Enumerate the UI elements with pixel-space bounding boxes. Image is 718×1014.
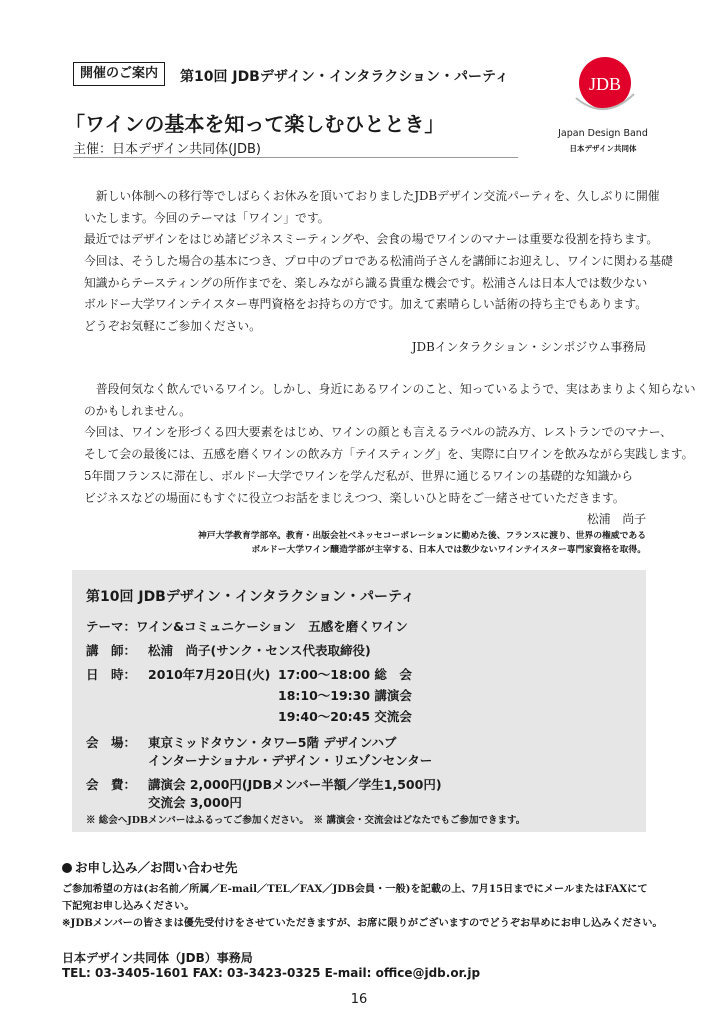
speaker-signature: 松浦 尚子 [587,512,646,526]
jdb-logo-mark [568,50,642,120]
speaker-bio-line: ボルドー大学ワイン醸造学部が主宰する、日本人では数少ないワインテイスター専門家資格を取得。 [251,545,646,555]
intro-line: 新しい体制への移行等でしばらくお休みを頂いておりましたJDBデザイン交流パーティを、久しぶりに開催 [84,189,660,203]
message-line: そして会の最後には、五感を磨くワインの飲み方「テイスティング」を、実際に白ワインを飲みながら実践します。 [84,447,694,461]
intro-signature: JDBインタラクション・シンポジウム事務局 [411,340,646,354]
page-title: 「ワインの基本を知って楽しむひととき」 [65,112,445,136]
event-theme: テーマ：ワイン&コミュニケーション 五感を磨くワイン [86,619,408,634]
header-event-title: 第10回 JDBデザイン・インタラクション・パーティ [180,69,509,85]
intro-line: どうぞお気軽にご参加ください。 [84,319,261,333]
message-line: 普段何気なく飲んでいるワイン。しかし、身近にあるワインのこと、知っているようで、実はあまりよく知らない [84,382,696,396]
contact-heading [62,858,238,876]
organizer-line: 主催：日本デザイン共同体(JDB) [73,142,261,157]
venue-line: 東京ミッドタウン・タワー5階 デザインハブ [148,735,397,750]
venue-label: 会 場： [86,735,137,750]
logo-name: Japan Design Band [558,128,648,139]
intro-line: 今回は、そうした場合の基本につき、プロ中のプロである松浦尚子さんを講師にお迎えし、ワインに関わる基礎 [84,254,673,268]
title-divider [73,157,518,158]
fee-line: 交流会 3,000円 [148,795,242,810]
fee-line: 講演会 2,000円(JDBメンバー半額／学生1,500円) [148,777,442,792]
schedule-item: 19:40～20:45 交流会 [278,709,412,724]
message-line: ビジネスなどの場面にもすぐに役立つお話をまじえつつ、楽しいひと時をご一緒させていただきます。 [84,491,625,505]
section-badge: 開催のご案内 [73,62,165,86]
contact-line: ご参加希望の方は(お名前／所属／E-mail／TEL／FAX／JDB会員・一般)を記載の上、7月15日までにメールまたはFAXにて [62,883,648,895]
message-line: 5年間フランスに滞在し、ボルドー大学でワインを学んだ私が、世界に通じるワインの基礎的な知識から [84,469,634,483]
intro-line: 知識からテースティングの所作までを、楽しみながら識る貴重な機会です。松浦さんは日本人では数少ない [84,276,648,290]
date-label: 日 時： [86,667,137,682]
page-number: 16 [350,992,368,1007]
venue-line: インターナショナル・デザイン・リエゾンセンター [148,753,433,768]
event-note: ※ 総会へJDBメンバーはふるってご参加ください。 ※ 講演会・交流会はどなたでもご参加できます。 [86,815,526,826]
intro-line: いたします。今回のテーマは「ワイン」です。 [84,211,330,225]
logo-subtitle: 日本デザイン共同体 [569,144,637,153]
fee-label: 会 費： [86,777,137,792]
office-name: 日本デザイン共同体（JDB）事務局 [62,951,253,965]
logo-text: JDB [588,74,622,94]
contact-line: ※JDBメンバーの皆さまは優先受付けをさせていただきますが、お席に限りがございますのでどうぞお早めにお申し込みください。 [62,917,663,929]
message-line: のかもしれません。 [84,404,191,418]
contact-heading-text: お申し込み／お問い合わせ先 [75,860,238,875]
schedule-item: 17:00～18:00 総 会 [278,667,412,682]
speaker-label: 講 師： [86,643,137,658]
message-line: 今回は、ワインを形づくる四大要素をはじめ、ワインの顔とも言えるラベルの読み方、レストランでのマナー、 [84,425,672,439]
event-title: 第10回 JDBデザイン・インタラクション・パーティ [86,589,415,605]
office-contact-line[interactable]: TEL: 03-3405-1601 FAX: 03-3423-0325 E-mail: office@jdb.or.jp [62,966,481,980]
contact-line: 下記宛お申し込みください。 [62,900,195,912]
intro-line: ボルドー大学ワインテイスター専門資格をお持ちの方です。加えて素晴らしい話術の持ち主でもあります。 [84,297,648,311]
date-value: 2010年7月20日(火) [148,667,271,682]
schedule-item: 18:10～19:30 講演会 [278,688,412,703]
speaker-value: 松浦 尚子(サンク・センス代表取締役) [148,643,371,658]
bullet-icon [62,863,72,873]
speaker-bio-line: 神戸大学教育学部卒。教育・出版会社ベネッセコーポレーションに勤めた後、フランスに渡り、世界の権威である [197,531,646,541]
intro-line: 最近ではデザインをはじめ諸ビジネスミーティングや、会食の場でワインのマナーは重要な役割を持ちます。 [84,232,659,246]
